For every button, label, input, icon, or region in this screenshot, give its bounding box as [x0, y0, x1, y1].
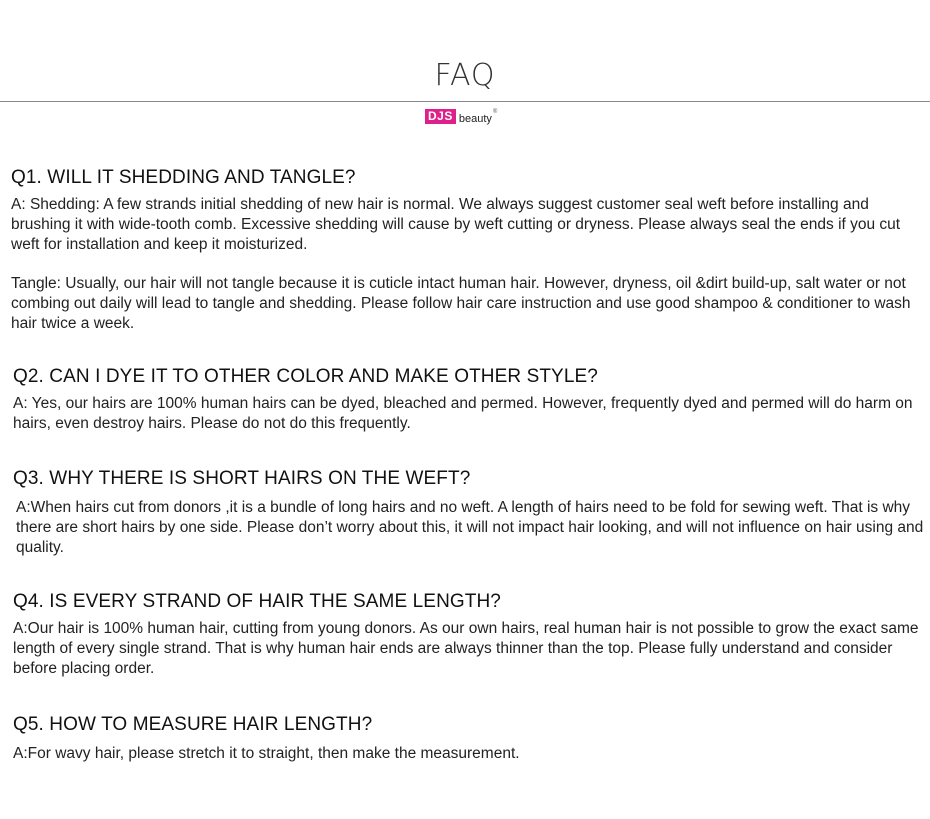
faq-question-5: Q5. HOW TO MEASURE HAIR LENGTH?	[13, 714, 373, 735]
brand-logo	[425, 109, 497, 129]
page-title: FAQ	[434, 58, 496, 93]
registered-mark: ®	[492, 109, 498, 115]
faq-question-4: Q4. IS EVERY STRAND OF HAIR THE SAME LENGTH?	[13, 591, 501, 612]
faq-answer-5: A:For wavy hair, please stretch it to straight, then make the measurement.	[13, 745, 520, 762]
logo-word: beauty	[458, 113, 492, 125]
faq-question-2: Q2. CAN I DYE IT TO OTHER COLOR AND MAKE OTHER STYLE?	[13, 366, 598, 387]
faq-answer-1-tangle: Tangle: Usually, our hair will not tangle because it is cuticle intact human hair. However, dryness, oil &dirt build-up, salt water or not combing out daily will lead to tangle and shedding. Please follow hair care instruction and use good shampoo & conditioner to wash hair twice a week.	[11, 275, 911, 332]
logo-mark: DJS	[425, 109, 456, 124]
faq-answer-2: A: Yes, our hairs are 100% human hairs can be dyed, bleached and permed. However, frequently dyed and permed will do harm on hairs, even destroy hairs. Please do not do this frequently.	[13, 395, 913, 432]
faq-question-1: Q1. WILL IT SHEDDING AND TANGLE?	[11, 167, 356, 188]
title-divider	[0, 101, 930, 102]
faq-answer-1-shedding: A: Shedding: A few strands initial shedding of new hair is normal. We always suggest customer seal weft before installing and brushing it with wide-tooth comb. Excessive shedding will cause by weft cutting or dryness. Please always seal the ends if you cut weft for installation and keep it moisturized.	[11, 196, 901, 253]
faq-answer-4: A:Our hair is 100% human hair, cutting from young donors. As our own hairs, real human hair is not possible to grow the exact same length of every single strand. That is why human hair ends are always thinner than the top. Please fully understand and consider before placing order.	[13, 620, 919, 677]
faq-question-3: Q3. WHY THERE IS SHORT HAIRS ON THE WEFT?	[13, 468, 471, 489]
faq-answer-3: A:When hairs cut from donors ,it is a bundle of long hairs and no weft. A length of hairs need to be fold for sewing weft. That is why there are short hairs by one side. Please don’t worry about this, it will not impact hair looking, and will not influence on hair using and quality.	[16, 499, 924, 556]
faq-header	[0, 0, 930, 140]
